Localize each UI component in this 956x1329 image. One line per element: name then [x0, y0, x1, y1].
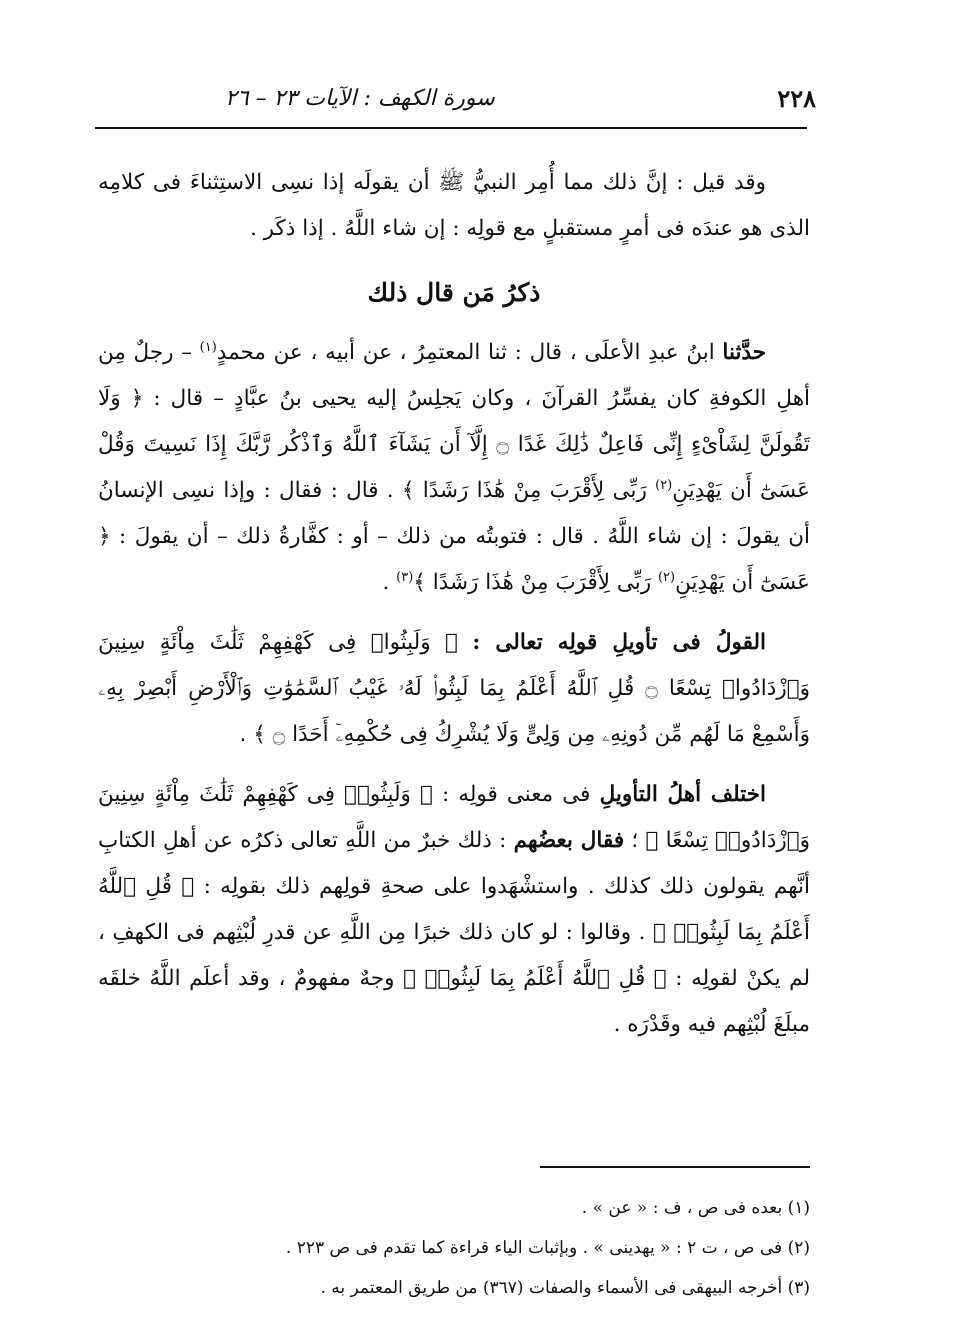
footnote-marker-2b: (٢) — [657, 569, 676, 585]
verse-paragraph — [98, 620, 810, 758]
page-header — [95, 78, 816, 118]
commentary-text-2: : ذلك خبرٌ من اللَّهِ تعالى ذكرُه عن أهلِ الكتابِ أنَّهم يقولون ذلك كذلك . واستشْهَدوا على صحةِ قولِهم ذلك بقولِه : ﴿ قُلِ ٱللَّهُ أَعْلَمُ بِمَا لَبِثُوا۟ ﴾ . وقالوا : لو كان ذلك خبرًا مِن اللَّهِ عن قدرِ لُبْثِهم فى الكهفِ ، لم يكنْ لقولِه : ﴿ قُلِ ٱللَّهُ أَعْلَمُ بِمَا لَبِثُوا۟ ﴾ وجهٌ مفهومٌ ، وقد أعلَم اللَّهُ خلقَه مبلَغَ لُبْثِهم فيه وقَدْرَه . — [98, 828, 810, 1037]
section-heading: ذكرُ مَن قال ذلك — [367, 278, 541, 307]
hadith-text-4: رَبِّى لِأَقْرَبَ مِنْ هَٰذَا رَشَدًا ﴾ — [413, 570, 652, 595]
footnote-1: (١) بعده فى ص ، ف : « عن » . — [581, 1198, 810, 1218]
footnote-marker-2: (٢) — [655, 477, 673, 493]
footnote-2: (٢) فى ص ، ت ٢ : « يهدينى » . وبإثبات الياء قراءة كما تقدم فى ص ٢٢٣ . — [285, 1238, 810, 1258]
hadith-lead: حدَّثنا — [722, 340, 767, 365]
hadith-text-1: ابنُ عبدِ الأعلَى ، قال : ثنا المعتمِرُ ، عن أبيه ، عن محمدٍ — [216, 340, 715, 365]
verse-text: ﴿ وَلَبِثُوا۟ فِى كَهْفِهِمْ ثَلَٰثَ مِاْئَةٍ سِنِينَ وَٱزْدَادُوا۟ تِسْعًا ۝ قُلِ ٱللَّهُ أَعْلَمُ بِمَا لَبِثُوا۟ لَهُۥ غَيْبُ ٱلسَّمَٰوَٰتِ وَٱلْأَرْضِ أَبْصِرْ بِهِۦ وَأَسْمِعْ مَا لَهُم مِّن دُونِهِۦ مِن وَلِىٍّ وَلَا يُشْرِكُ فِى حُكْمِهِۦٓ أَحَدًا ۝ ﴾ . — [98, 630, 810, 747]
paragraph-gap — [98, 758, 810, 772]
page-number: ٢٢٨ — [777, 83, 816, 113]
footnote-marker-3: (٣) — [396, 569, 414, 585]
hadith-text-2: – رجلٌ مِن أهلِ الكوفةِ كان يفسِّرُ القرآنَ ، وكان يَجلِسُ إليه يحيى بنُ عبَّادٍ – قال : ﴿ وَلَا تَقُولَنَّ لِشَاْىْءٍ إِنِّى فَاعِلٌ ذَٰلِكَ غَدًا ۝ إِلَّآ أَن يَشَآءَ ٱللَّهُ وَٱذْكُر رَّبَّكَ إِذَا نَسِيتَ وَقُلْ عَسَىٰٓ أَن يَهْدِيَنِ — [98, 340, 810, 503]
footnotes — [98, 1188, 810, 1308]
intro-paragraph: وقد قيل : إنَّ ذلك مما أُمِر النبيُّ ﷺ أن يقولَه إذا نسِى الاستِثناءَ فى كلامِه الذى هو عندَه فى أمرٍ مستقبلٍ مع قولِه : إن شاء اللَّهُ . إذا ذكَر . — [98, 170, 810, 241]
hadith-paragraph — [98, 330, 810, 606]
commentary-lead-2: فقال بعضُهم — [513, 828, 625, 853]
commentary-text-1: فى معنى قولِه : ﴿ وَلَبِثُوا۟ فِى كَهْفِهِمْ ثَلَٰثَ مِاْئَةٍ سِنِينَ وَٱزْدَادُوا۟ تِسْعًا ﴾ ؛ — [98, 782, 811, 853]
header-rule — [95, 127, 807, 129]
hadith-text-5: . — [382, 570, 390, 595]
footnote-3: (٣) أخرجه البيهقى فى الأسماء والصفات (٣٦٧) من طريق المعتمر به . — [320, 1278, 810, 1298]
hadith-text-3: رَبِّى لِأَقْرَبَ مِنْ هَٰذَا رَشَدًا ﴾ . قال : فقال : وإذا نسِى الإنسانُ أن يقولَ : إن شاء اللَّهُ . قال : فتوبتُه من ذلك – أو : كفَّارةُ ذلك – أن يقولَ : ﴿ عَسَىٰٓ أَن يَهْدِيَنِ — [98, 478, 810, 595]
running-title: سورة الكهف : الآيات ٢٣ – ٢٦ — [225, 85, 495, 111]
commentary-paragraph — [98, 772, 810, 1048]
commentary-lead: اختلف أهلُ التأويلِ — [599, 782, 767, 807]
page-body — [98, 160, 810, 1048]
footnote-marker-1: (١) — [199, 339, 217, 355]
footnote-rule — [540, 1166, 810, 1168]
verse-lead: القولُ فى تأويلِ قولِه تعالى : — [472, 630, 766, 655]
paragraph-gap — [98, 606, 810, 620]
